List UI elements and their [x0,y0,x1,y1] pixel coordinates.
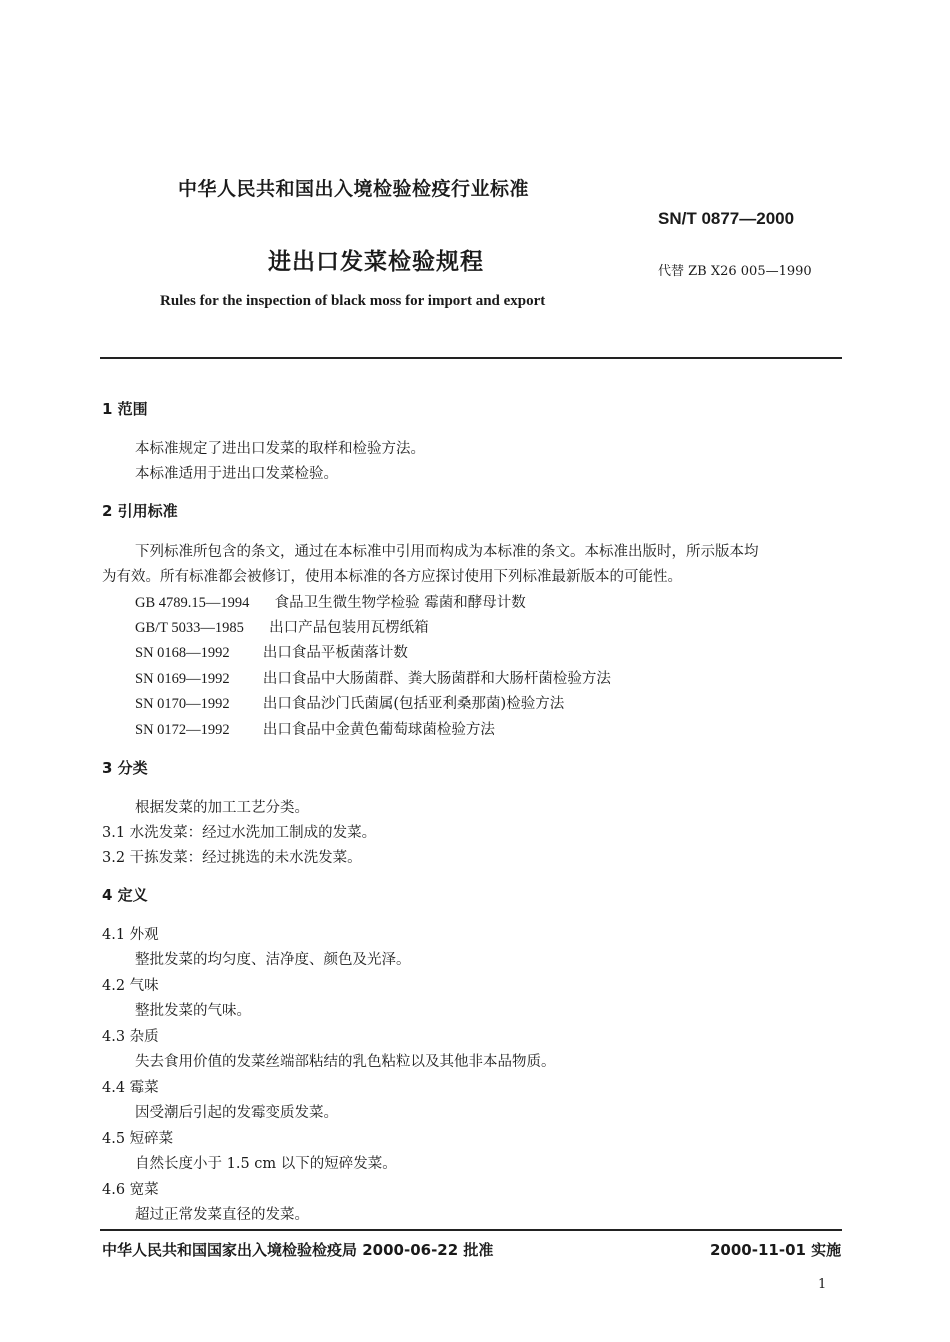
clause-3-1: 3.1 水洗发菜：经过水洗加工制成的发菜。 [102,825,377,841]
standard-number: SN/T 0877—2000 [658,209,795,228]
reference-title: 出口食品中金黄色葡萄球菌检验方法 [262,722,495,738]
reference-code: GB/T 5033—1985 [135,620,244,636]
section-2-heading: 2 引用标准 [102,502,178,520]
section-1-para-1: 本标准规定了进出口发菜的取样和检验方法。 [135,441,425,457]
reference-code: SN 0168—1992 [135,645,230,661]
definition-term: 4.1 外观 [102,927,159,943]
effective-date: 2000-11-01 实施 [710,1241,842,1259]
english-title: Rules for the inspection of black moss for import and export [160,293,546,309]
section-2-para-line-1: 下列标准所包含的条文，通过在本标准中引用而构成为本标准的条文。本标准出版时，所示版本均 [135,544,759,560]
reference-item [135,667,611,688]
reference-item [135,692,564,713]
reference-code: SN 0170—1992 [135,696,230,712]
definition-term: 4.4 霉菜 [102,1080,159,1096]
section-1-para-2: 本标准适用于进出口发菜检验。 [135,466,338,482]
definition-text: 整批发菜的均匀度、洁净度、颜色及光泽。 [135,952,411,968]
reference-title: 食品卫生微生物学检验 霉菌和酵母计数 [274,595,526,611]
clause-3-2: 3.2 干拣发菜：经过挑选的未水洗发菜。 [102,850,362,866]
section-1-heading: 1 范围 [102,400,148,418]
reference-item [135,616,429,637]
approval-line: 中华人民共和国国家出入境检验检疫局 2000-06-22 批准 [102,1241,494,1259]
reference-item [135,718,495,739]
definition-text: 整批发菜的气味。 [135,1003,251,1019]
reference-item [135,591,526,612]
page-number: 1 [818,1277,827,1292]
definition-text: 超过正常发菜直径的发菜。 [135,1207,309,1223]
reference-code: SN 0169—1992 [135,671,230,687]
definition-term: 4.5 短碎菜 [102,1131,174,1147]
industry-standard-heading: 中华人民共和国出入境检验检疫行业标准 [178,178,530,200]
reference-title: 出口食品沙门氏菌属(包括亚利桑那菌)检验方法 [262,696,565,712]
header-divider [100,357,842,359]
reference-item [135,641,408,662]
definition-term: 4.6 宽菜 [102,1182,159,1198]
definition-term: 4.2 气味 [102,978,159,994]
replaces-note: 代替 ZB X26 005—1990 [658,264,812,279]
section-3-heading: 3 分类 [102,759,148,777]
definition-text: 自然长度小于 1.5 cm 以下的短碎发菜。 [135,1156,397,1172]
section-2-para-line-2: 为有效。所有标准都会被修订，使用本标准的各方应探讨使用下列标准最新版本的可能性。 [102,569,682,585]
definition-text: 因受潮后引起的发霉变质发菜。 [135,1105,338,1121]
reference-title: 出口食品中大肠菌群、粪大肠菌群和大肠杆菌检验方法 [262,671,611,687]
section-3-para: 根据发菜的加工工艺分类。 [135,800,309,816]
definition-text: 失去食用价值的发菜丝端部粘结的乳色粘粒以及其他非本品物质。 [135,1054,556,1070]
section-4-heading: 4 定义 [102,886,148,904]
reference-code: GB 4789.15—1994 [135,595,250,611]
reference-title: 出口食品平板菌落计数 [262,645,408,661]
footer-divider [100,1229,842,1231]
reference-code: SN 0172—1992 [135,722,230,738]
reference-title: 出口产品包装用瓦楞纸箱 [269,620,429,636]
document-title: 进出口发菜检验规程 [268,249,484,275]
definition-term: 4.3 杂质 [102,1029,159,1045]
